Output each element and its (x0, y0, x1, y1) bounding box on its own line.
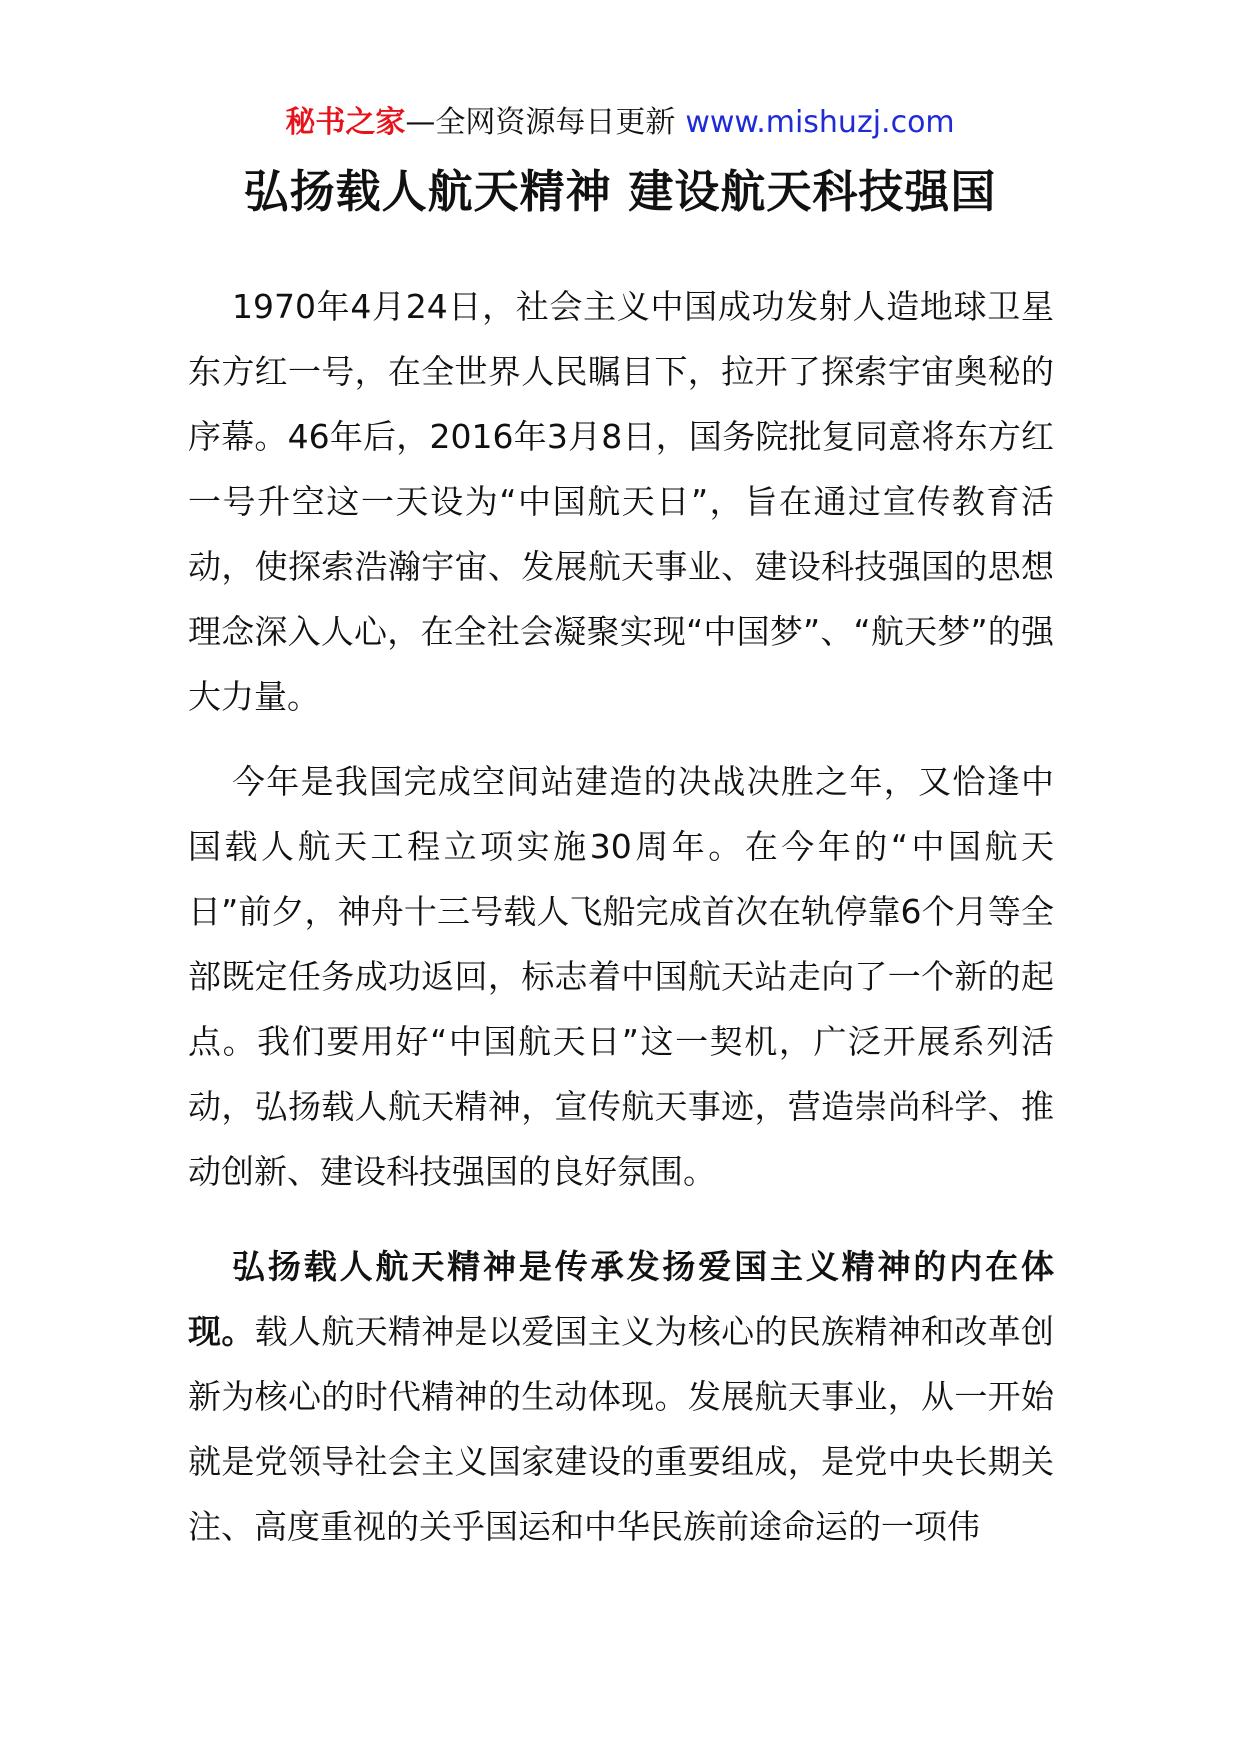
header-slogan: —全网资源每日更新 (405, 105, 676, 140)
site-header (0, 103, 1240, 143)
brand-name: 秘书之家 (285, 105, 406, 140)
paragraph-1: 1970年4月24日，社会主义中国成功发射人造地球卫星东方红一号，在全世界人民瞩目下，拉开了探索宇宙奥秘的序幕。46年后，2016年3月8日，国务院批复同意将东方红一号升空这一天设为“中国航天日”，旨在通过宣传教育活动，使探索浩瀚宇宙、发展航天事业、建设科技强国的思想理念深入人心，在全社会凝聚实现“中国梦”、“航天梦”的强大力量。 (188, 287, 1054, 716)
site-url[interactable]: www.mishuzj.com (685, 105, 955, 140)
paragraph-2: 今年是我国完成空间站建造的决战决胜之年，又恰逢中国载人航天工程立项实施30周年。在今年的“中国航天日”前夕，神舟十三号载人飞船完成首次在轨停靠6个月等全部既定任务成功返回，标志着中国航天站走向了一个新的起点。我们要用好“中国航天日”这一契机，广泛开展系列活动，弘扬载人航天精神，宣传航天事迹，营造崇尚科学、推动创新、建设科技强国的良好氛围。 (188, 762, 1054, 1191)
document-title: 弘扬载人航天精神 建设航天科技强国 (243, 165, 997, 218)
paragraph-3-text: 载人航天精神是以爱国主义为核心的民族精神和改革创新为核心的时代精神的生动体现。发展航天事业，从一开始就是党领导社会主义国家建设的重要组成，是党中央长期关注、高度重视的关乎国运和中华民族前途命运的一项伟 (188, 1312, 1055, 1546)
paragraph-3-lead: 弘扬载人航天精神是传承发扬爱国主义精神的内在体现。 (188, 1247, 1054, 1351)
paragraph-3 (188, 1234, 1054, 1559)
document-body (188, 274, 1054, 1559)
